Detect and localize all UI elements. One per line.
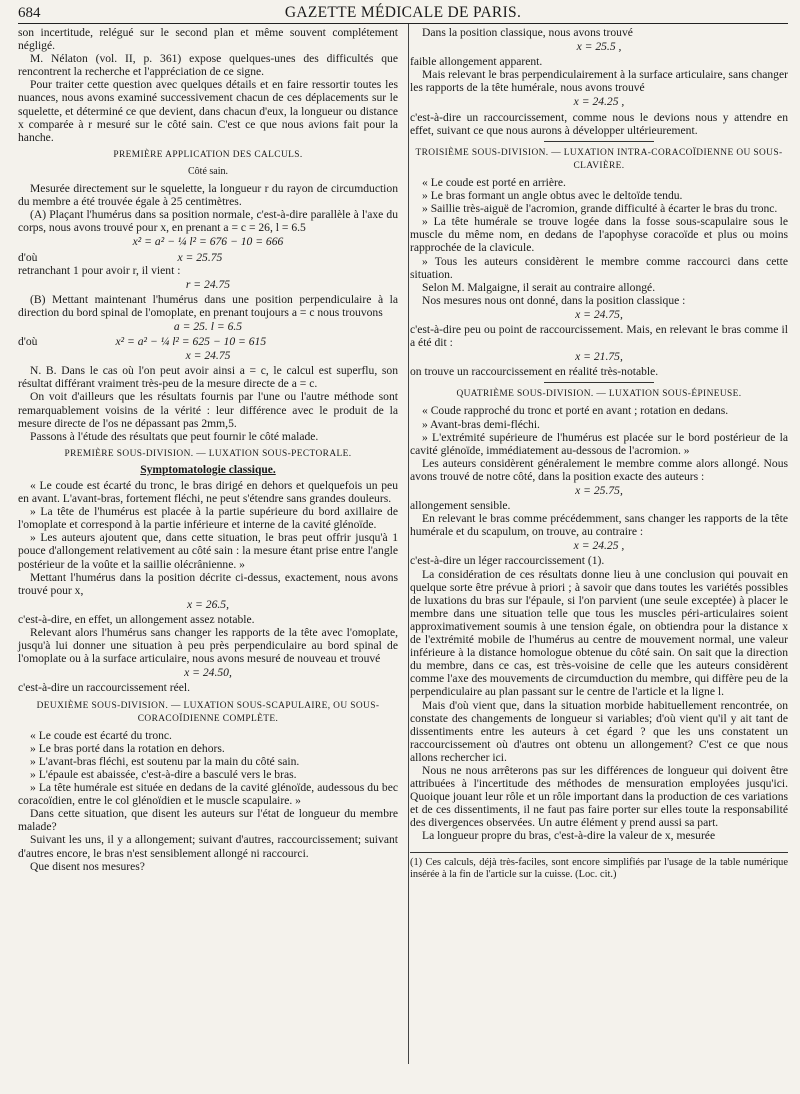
equation: x² = a² − ¼ l² = 625 − 10 = 615 [115, 335, 267, 349]
quote-paragraph: » Avant-bras demi-fléchi. [422, 417, 540, 431]
quote-paragraph: « Le coude est écarté du tronc, le bras dirigé en dehors et quelquefois un peu en avant. L'avant-bras, fortement fléchi, ne peut s'étendre sans grandes douleurs. [18, 479, 398, 506]
paragraph: (A) Plaçant l'humérus dans sa position normale, c'est-à-dire parallèle à l'axe du corps, nous avons trouvé pour x, en prenant a = c = 26, l = 6.5 [18, 208, 398, 235]
paragraph: son incertitude, relégué sur le second plan et même souvent complétement négligé. [18, 26, 398, 53]
equation: x = 24.75, [575, 307, 623, 321]
quote-paragraph: » Tous les auteurs considèrent le membre comme raccourci dans cette situation. [410, 254, 788, 281]
paragraph: c'est-à-dire, en effet, un allongement assez notable. [18, 612, 255, 626]
column-divider [408, 24, 409, 1064]
paragraph: Nos mesures nous ont donné, dans la position classique : [422, 293, 686, 307]
paragraph: Selon M. Malgaigne, il serait au contraire allongé. [422, 280, 656, 294]
paragraph: Passons à l'étude des résultats que peut fournir le côté malade. [30, 429, 319, 443]
quote-paragraph: « Coude rapproché du tronc et porté en avant ; rotation en dedans. [422, 404, 729, 418]
paragraph: Nous ne nous arrêterons pas sur les différences de longueur qui doivent être attribuées à l'incertitude des méthodes de mensuration employées jusqu'ici. Quoique jouant leur rôle et un rôle important dans la production de ces variations et de ces dissentiments, il ne faut pas faire porter sur elles toute la responsabilité des divergences observées. Un autre élément y prend aussi sa part. [410, 763, 788, 830]
equation: x = 21.75, [575, 350, 623, 364]
equation-lead: d'où [18, 335, 38, 349]
columns [18, 26, 788, 881]
quote-paragraph: » La tête de l'humérus est placée à la partie supérieure du bord axillaire de l'omoplate et correspond à la partie inférieure et interne de la cavité glénoïde. [18, 505, 398, 532]
equation: x = 24.75 [185, 349, 231, 363]
equation-line [18, 335, 398, 348]
quote-paragraph: « Le coude est porté en arrière. [422, 175, 566, 189]
paragraph: Mesurée directement sur le squelette, la longueur r du rayon de circumduction du membre a été trouvée égale à 25 centimètres. [18, 182, 398, 209]
equation-lead: d'où [18, 250, 38, 264]
equation: x = 26.5, [187, 597, 229, 611]
paragraph: Mettant l'humérus dans la position décrite ci-dessus, exactement, nous avons trouvé pour x, [18, 570, 398, 597]
paragraph: La considération de ces résultats donne lieu à une conclusion qui pouvait en quelque sorte être prévue à priori ; à savoir que dans toutes les variétés possibles de luxations du bras sur l'épaule, si l'on parvient (une seule exceptée) à placer le membre dans une situation telle que tous les muscles péri-articulaires soient approximativement soumis à une tension égale, on obtiendra pour la distance x de l'extrémité mobile de l'humérus au centre de mouvement normal, une valeur inférieure à la distance homologue obtenue du côté sain. On sait que la direction du membre, dans ce cas, est très-voisine de celle que les auteurs considèrent comme l'axe des mouvements de circumduction du membre, qui diffère peu de la perpendiculaire au plan passant sur le centre de l'article et la ligne l. [410, 567, 788, 699]
equation: a = 25. l = 6.5 [173, 319, 243, 333]
equation: r = 24.75 [185, 277, 231, 291]
quote-paragraph: » Le bras porté dans la rotation en dehors. [30, 741, 225, 755]
section-heading: DEUXIÈME SOUS-DIVISION. — LUXATION SOUS-SCAPULAIRE, OU SOUS-CORACOÏDIENNE COMPLÈTE. [36, 700, 380, 724]
paragraph: Suivant les uns, il y a allongement; suivant d'autres, raccourcissement; suivant d'autres encore, le bras n'est sensiblement allongé ni raccourci. [18, 833, 398, 860]
paragraph: (B) Mettant maintenant l'humérus dans une position perpendiculaire à la direction du bord spinal de l'omoplate, en prenant toujours a = c nous trouvons [18, 292, 398, 319]
equation-line [18, 251, 398, 264]
section-heading: PREMIÈRE SOUS-DIVISION. — LUXATION SOUS-PECTORALE. [64, 448, 352, 459]
quote-paragraph: » Saillie très-aiguë de l'acromion, grande difficulté à écarter le bras du tronc. [422, 202, 778, 216]
quote-paragraph: » L'épaule est abaissée, c'est-à-dire a basculé vers le bras. [30, 767, 297, 781]
paragraph: Pour traiter cette question avec quelques détails et en faire ressortir toutes les nuances, nous avons examiné successivement chacun de ces déplacements sur le squelette, et déterminé ce que devient, dans chacun d'eux, la longueur ou distance x comparée à r mesuré sur le côté sain. C'est ce que nous avions fait pour la hanche. [18, 78, 398, 144]
paragraph: allongement sensible. [410, 499, 511, 513]
paragraph: Dans la position classique, nous avons trouvé [422, 26, 633, 39]
page-number: 684 [18, 5, 41, 21]
quote-paragraph: » Les auteurs ajoutent que, dans cette situation, le bras peut offrir jusqu'à 1 pouce d'allongement relativement au côté sain : la mesure étant prise entre l'angle postérieur de la voûte et la saillie olécrânienne. » [18, 531, 398, 571]
journal-title: GAZETTE MÉDICALE DE PARIS. [284, 4, 522, 21]
paragraph: On voit d'ailleurs que les résultats fournis par l'une ou l'autre méthode sont remarquablement voisins de la vérité : leur différence avec le produit de la mesure directe de l'os ne dépassant pas 2mm,5. [18, 390, 398, 430]
paragraph: Mais relevant le bras perpendiculairement à la surface articulaire, sans changer les rapports de la tête humérale, nous avons trouvé [410, 68, 788, 95]
paragraph: Relevant alors l'humérus sans changer les rapports de la tête avec l'omoplate, jusqu'à lui donner une situation à peu près perpendiculaire au bord spinal de l'omoplate ou à la surface articulaire, nous avons mesuré de nouveau et trouvé [18, 626, 398, 666]
quote-paragraph: » Le bras formant un angle obtus avec le deltoïde tendu. [422, 189, 683, 203]
equation: x² = a² − ¼ l² = 676 − 10 = 666 [132, 235, 284, 249]
paragraph: c'est-à-dire un raccourcissement réel. [18, 681, 191, 695]
paragraph: faible allongement apparent. [410, 55, 543, 69]
quote-paragraph: » La tête humérale se trouve logée dans la fosse sous-scapulaire sous le muscle du même nom, en dedans de l'apophyse coracoïde et plus ou moins rapprochée de la clavicule. [410, 215, 788, 255]
paragraph: Les auteurs considèrent généralement le membre comme alors allongé. Nous avons trouvé de notre côté, dans la position exacte des auteurs : [410, 456, 788, 483]
equation: x = 25.75, [575, 484, 623, 497]
paragraph: La longueur propre du bras, c'est-à-dire la valeur de x, mesurée [422, 829, 716, 843]
paragraph: M. Nélaton (vol. II, p. 361) expose quelques-unes des difficultés que rencontrent la recherche et l'appréciation de ce signe. [18, 52, 398, 79]
paragraph: c'est-à-dire peu ou point de raccourcissement. Mais, en relevant le bras comme il a été dit : [410, 322, 788, 350]
equation: x = 24.25 , [573, 95, 625, 109]
quote-paragraph: » L'avant-bras fléchi, est soutenu par la main du côté sain. [30, 754, 300, 768]
section-divider [544, 141, 654, 142]
section-divider [544, 382, 654, 383]
subsection-heading: Symptomatologie classique. [140, 463, 276, 476]
quote-paragraph: » La tête humérale est située en dedans de la cavité glénoïde, audessous du bec coracoïdien, entre le col glénoïdien et le muscle scapulaire. » [18, 781, 398, 808]
section-heading: TROISIÈME SOUS-DIVISION. — LUXATION INTRA-CORACOÏDIENNE OU SOUS-CLAVIÈRE. [415, 147, 783, 171]
quote-paragraph: « Le coude est écarté du tronc. [30, 728, 172, 742]
equation: x = 24.50, [184, 666, 232, 680]
paragraph: c'est-à-dire un léger raccourcissement (1). [410, 554, 605, 568]
left-column [18, 26, 398, 881]
section-heading: PREMIÈRE APPLICATION DES CALCULS. [113, 149, 303, 160]
quote-paragraph: » L'extrémité supérieure de l'humérus est placée sur le bord postérieur de la cavité glénoïde, immédiatement au-dessous de l'acromion. » [410, 430, 788, 457]
paragraph: Que disent nos mesures? [30, 859, 145, 873]
paragraph: Dans cette situation, que disent les auteurs sur l'état de longueur du membre malade? [18, 807, 398, 834]
equation: x = 25.75 [177, 250, 223, 264]
paragraph: retranchant 1 pour avoir r, il vient : [18, 263, 181, 277]
right-column [410, 26, 788, 881]
paragraph: N. B. Dans le cas où l'on peut avoir ainsi a = c, le calcul est superflu, son résultat différant vraiment très-peu de la mesure directe de a = c. [18, 364, 398, 391]
running-header [18, 0, 788, 24]
equation: x = 25.5 , [576, 40, 622, 54]
footnote: (1) Ces calculs, déjà très-faciles, sont encore simplifiés par l'usage de la table numérique insérée à la fin de l'article sur la cuisse. (Loc. cit.) [410, 852, 788, 881]
paragraph: on trouve un raccourcissement en réalité très-notable. [410, 365, 659, 379]
paragraph: Mais d'où vient que, dans la situation morbide habituellement rencontrée, on constate des changements de longueur si variables; d'où vient qu'il y ait tant de dissentiments entre les auteurs à cet égard ? que les uns constatent un raccourcissement où d'autres ont obtenu un allongement? C'est ce que nous allons rechercher ici. [410, 698, 788, 764]
subsection-heading: Côté sain. [188, 165, 228, 177]
section-heading: QUATRIÈME SOUS-DIVISION. — LUXATION SOUS-ÉPINEUSE. [456, 389, 742, 400]
equation: x = 24.25 , [573, 539, 625, 553]
paragraph: c'est-à-dire un raccourcissement, comme nous le devions nous y attendre en effet, suivant ce que nous aurons à développer ultérieurement. [410, 110, 788, 137]
paragraph: En relevant le bras comme précédemment, sans changer les rapports de la tête humérale et du scapulum, on trouve, au contraire : [410, 512, 788, 539]
